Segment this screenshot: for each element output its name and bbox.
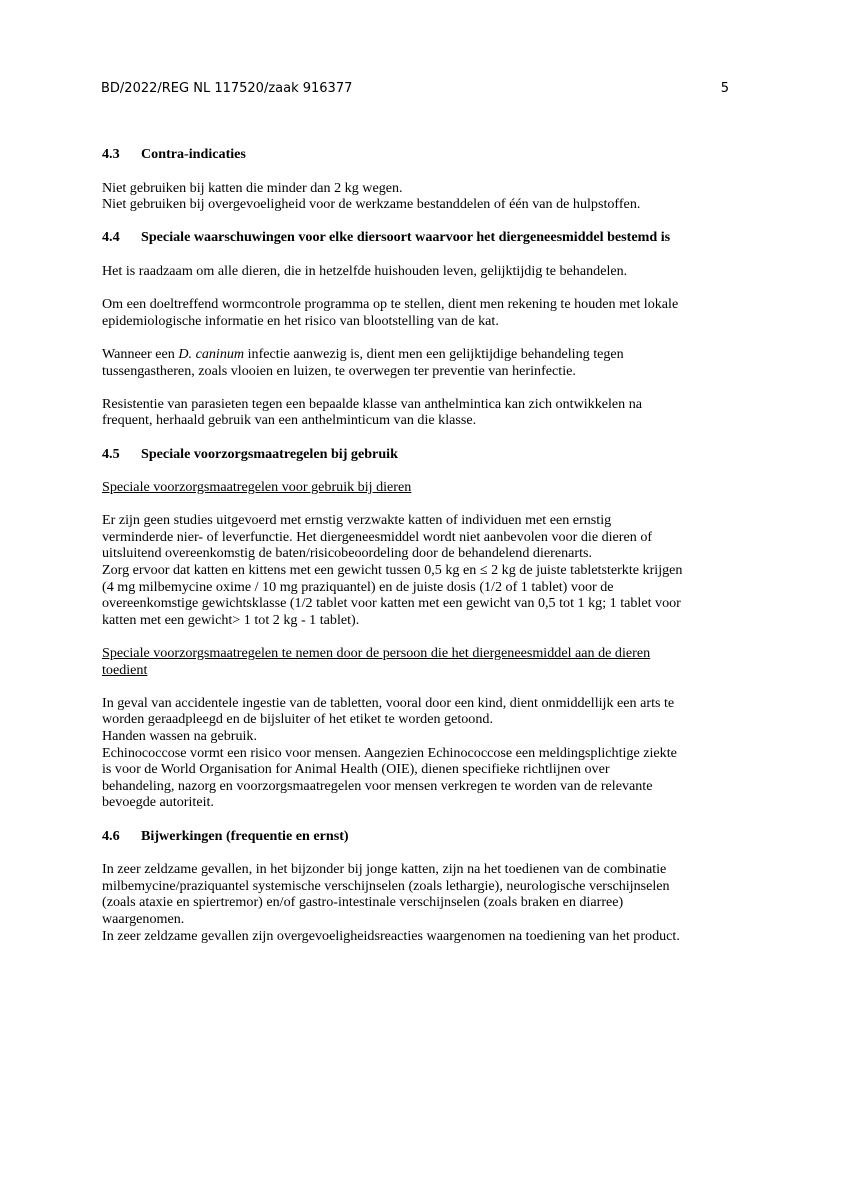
text-line: Om een doeltreffend wormcontrole programma op te stellen, dient men rekening te houden met lokale: [102, 296, 679, 313]
section-title: Contra-indicaties: [141, 146, 246, 162]
text-line: verminderde nier- of leverfunctie. Het diergeneesmiddel wordt niet aanbevolen voor die dieren of: [102, 528, 653, 545]
text-line: frequent, herhaald gebruik van een anthelminticum van die klasse.: [102, 412, 477, 429]
section-number: 4.4: [102, 229, 120, 246]
text-line: Resistentie van parasieten tegen een bepaalde klasse van anthelmintica kan zich ontwikkelen na: [102, 395, 643, 412]
section-heading-4-4: [102, 229, 752, 246]
section-title: Speciale voorzorgsmaatregelen bij gebruik: [141, 445, 398, 462]
paragraph: [102, 695, 752, 811]
text-line: tussengastheren, zoals vlooien en luizen, te overwegen ter preventie van herinfectie.: [102, 362, 576, 379]
paragraph: [102, 396, 752, 429]
text-line: Speciale voorzorgsmaatregelen te nemen door de persoon die het diergeneesmiddel aan de dieren: [102, 645, 651, 662]
page-number: 5: [720, 81, 729, 96]
text-line: toedient: [102, 661, 148, 678]
text-line: uitsluitend overeenkomstig de baten/risicobeoordeling door de behandelend dierenarts.: [102, 545, 592, 562]
text-line: milbemycine/praziquantel systemische verschijnselen (zoals lethargie), neurologische verschijnselen: [102, 877, 670, 894]
section-number: 4.3: [102, 146, 120, 162]
paragraph: [102, 296, 752, 329]
text-line: [102, 346, 752, 363]
paragraph: [102, 346, 752, 379]
text-line: Er zijn geen studies uitgevoerd met ernstig verzwakte katten of individuen met een ernstig: [102, 512, 612, 529]
text-line: Echinococcose vormt een risico voor mensen. Aangezien Echinococcose een meldingsplichtige ziekte: [102, 744, 677, 761]
paragraph: [102, 512, 752, 628]
text-line: behandeling, nazorg en voorzorgsmaatregelen voor mensen verkregen te worden van de relevante: [102, 777, 653, 794]
section-number: 4.6: [102, 827, 120, 844]
section-title: Speciale waarschuwingen voor elke diersoort waarvoor het diergeneesmiddel bestemd is: [141, 229, 671, 246]
section-heading-4-3: [102, 146, 752, 163]
paragraph: [102, 263, 752, 280]
text-line: (4 mg milbemycine oxime / 10 mg praziquantel) en de juiste dosis (1/2 of 1 tablet) voor de: [102, 578, 614, 595]
section-title: Bijwerkingen (frequentie en ernst): [141, 827, 349, 844]
text-line: worden geraadpleegd en de bijsluiter of het etiket te worden getoond.: [102, 711, 493, 728]
text-line: Niet gebruiken bij overgevoeligheid voor de werkzame bestanddelen of één van de hulpstoffen.: [102, 196, 641, 213]
text-line: (zoals ataxie en spiertremor) en/of gastro-intestinale verschijnselen (zoals braken en diarree): [102, 894, 624, 911]
text-run: Wanneer een: [102, 345, 179, 362]
text-line: Speciale voorzorgsmaatregelen voor gebruik bij dieren: [102, 479, 412, 496]
text-line: katten met een gewicht> 1 tot 2 kg - 1 tablet).: [102, 611, 360, 628]
text-line: overeenkomstige gewichtsklasse (1/2 tablet voor katten met een gewicht van 0,5 tot 1 kg; 1 tablet voor: [102, 595, 681, 612]
section-heading-4-6: [102, 828, 752, 845]
subheading-animals: [102, 479, 752, 496]
document-reference: BD/2022/REG NL 117520/zaak 916377: [101, 81, 353, 96]
paragraph: [102, 180, 752, 213]
text-line: Het is raadzaam om alle dieren, die in hetzelfde huishouden leven, gelijktijdig te behandelen.: [102, 262, 628, 279]
section-number: 4.5: [102, 445, 120, 462]
text-line: Handen wassen na gebruik.: [102, 728, 257, 744]
text-line: Zorg ervoor dat katten en kittens met een gewicht tussen 0,5 kg en ≤ 2 kg de juiste tabletsterkte krijgen: [102, 562, 683, 579]
text-line: epidemiologische informatie en het risico van blootstelling van de kat.: [102, 312, 499, 329]
page-header: [101, 81, 729, 99]
species-name-italic: D. caninum: [178, 345, 245, 362]
subheading-person: [102, 645, 752, 678]
document-body: [102, 146, 752, 961]
text-line: In geval van accidentele ingestie van de tabletten, vooral door een kind, dient onmiddellijk een arts te: [102, 694, 675, 711]
text-run: infectie aanwezig is, dient men een gelijktijdige behandeling tegen: [244, 345, 624, 362]
text-line: In zeer zeldzame gevallen, in het bijzonder bij jonge katten, zijn na het toedienen van de combinatie: [102, 861, 667, 878]
section-heading-4-5: [102, 446, 752, 463]
text-line: In zeer zeldzame gevallen zijn overgevoeligheidsreacties waargenomen na toediening van het product.: [102, 927, 680, 944]
text-line: is voor de World Organisation for Animal Health (OIE), dienen specifieke richtlijnen over: [102, 761, 610, 778]
text-line: waargenomen.: [102, 910, 185, 927]
paragraph: [102, 861, 752, 944]
text-line: bevoegde autoriteit.: [102, 794, 214, 811]
text-line: Niet gebruiken bij katten die minder dan 2 kg wegen.: [102, 179, 403, 196]
